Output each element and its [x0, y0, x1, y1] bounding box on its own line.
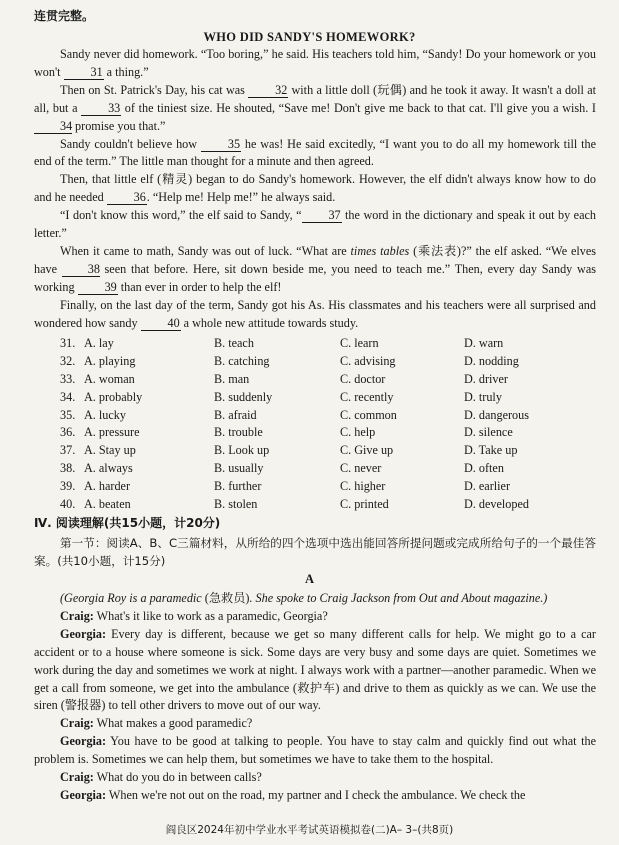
option-row: 31. A. lay B. teach C. learn D. warn [60, 336, 504, 350]
option-row: 34. A. probably B. suddenly C. recently D. truly [60, 389, 502, 404]
blank-34: 34 [34, 119, 72, 134]
continuation-text: 连贯完整。 [34, 9, 95, 23]
cloze-paragraph-6: When it came to math, Sandy was out of luck. “What are times tables (乘法表)?” the elf asked. “We elves have 38 seen that before. Here, sit down beside me, you need to teach me.” Then, every day Sandy was working 39 than ever in order to help the elf! [34, 243, 596, 294]
blank-38: 38 [62, 262, 100, 277]
answer-options [60, 335, 600, 514]
cloze-paragraph-2: Then on St. Patrick's Day, his cat was 32 with a little doll (玩偶) and he took it away. It wasn't a doll at all, but a 33 of the tiniest size. He shouted, “Save me! Don't give me back to that cat. I'll give you a wish. I 34 promise you that.” [34, 82, 596, 133]
section-heading: Ⅳ. 阅读理解(共15小题，计20分) [34, 516, 221, 530]
blank-32: 32 [248, 83, 288, 98]
blank-31: 31 [64, 65, 104, 80]
option-row: 37. A. Stay up B. Look up C. Give up D. Take up [60, 443, 518, 458]
dialogue-line: Craig: What do you do in between calls? [60, 770, 262, 785]
cloze-paragraph-1: Sandy never did homework. “Too boring,” he said. His teachers told him, “Sandy! Do your homework or you won't 31 a thing.” [34, 47, 596, 79]
cloze-passage [34, 46, 596, 333]
option-row: 35. A. lucky B. afraid C. common D. dangerous [60, 407, 529, 422]
option-row: 38. A. always B. usually C. never D. often [60, 461, 504, 476]
blank-37: 37 [302, 208, 342, 223]
option-row: 32. A. playing B. catching C. advising D. nodding [60, 353, 519, 368]
cloze-paragraph-4: Then, that little elf (精灵) began to do Sandy's homework. However, the elf didn't always know how to do and he needed 36. “Help me! Help me!” he always said. [34, 172, 596, 205]
cloze-title: WHO DID SANDY'S HOMEWORK? [203, 30, 416, 44]
passage-intro: (Georgia Roy is a paramedic (急救员). She spoke to Craig Jackson from Out and About magazine.) [60, 591, 548, 605]
speaker-georgia: Georgia: [60, 734, 107, 749]
cloze-paragraph-3: Sandy couldn't believe how 35 he was! He said excitedly, “I want you to do all my homework till the end of the term.” The little man thought for a minute and then agreed. [34, 136, 597, 169]
blank-35: 35 [201, 137, 241, 152]
speaker-craig: Craig: [60, 770, 94, 785]
dialogue-line: Georgia: Every day is different, because we get so many different calls for help. We might go to a car accident or to a house where someone is sick. Some days are very busy and some days are quiet. Sometimes we work during the day and sometimes we work at night. I always work with a partner—another paramedic. When we get a call from someone, we get into the ambulance (救护车) and drive to them as quickly as we can. We use the siren (警报器) to tell other drivers to move out of our way. [34, 626, 596, 713]
dialogue-line: Craig: What's it like to work as a paramedic, Georgia? [60, 608, 328, 623]
speaker-georgia: Georgia: [60, 787, 107, 802]
option-row: 39. A. harder B. further C. higher D. earlier [60, 479, 511, 494]
blank-36: 36 [107, 190, 147, 205]
cloze-paragraph-5: “I don't know this word,” the elf said to Sandy, “ 37 the word in the dictionary and speak it out by each letter.” [34, 208, 596, 241]
reading-passage-a [34, 590, 596, 805]
option-row: 36. A. pressure B. trouble C. help D. silence [60, 425, 513, 440]
blank-39: 39 [78, 280, 118, 295]
dialogue-line: Georgia: You have to be good at talking to people. You have to stay calm and quickly find out what the problem is. Sometimes we can help them, but sometimes we have to take them to the hospital. [34, 734, 596, 767]
speaker-craig: Craig: [60, 716, 94, 731]
blank-40: 40 [141, 316, 181, 331]
blank-33: 33 [81, 101, 121, 116]
dialogue-line: Georgia: When we're not out on the road, my partner and I check the ambulance. We check the [60, 787, 526, 802]
section-instruction: 第一节：阅读A、B、C三篇材料，从所给的四个选项中选出能回答所提问题或完成所给句子的一个最佳答案。(共10小题，计15分) [34, 536, 596, 568]
option-row: 33. A. woman B. man C. doctor D. driver [60, 371, 508, 386]
dialogue-line: Craig: What makes a good paramedic? [60, 716, 253, 731]
cloze-paragraph-7: Finally, on the last day of the term, Sandy got his As. His classmates and his teachers were all surprised and wondered how sandy 40 a whole new attitude towards study. [34, 297, 596, 330]
passage-letter: A [304, 572, 315, 586]
option-row: 40. A. beaten B. stolen C. printed D. developed [60, 497, 529, 512]
page-footer: 阎良区2024年初中学业水平考试英语模拟卷(二)A– 3–(共8页) [165, 824, 454, 836]
speaker-georgia: Georgia: [60, 626, 107, 641]
speaker-craig: Craig: [60, 608, 94, 623]
